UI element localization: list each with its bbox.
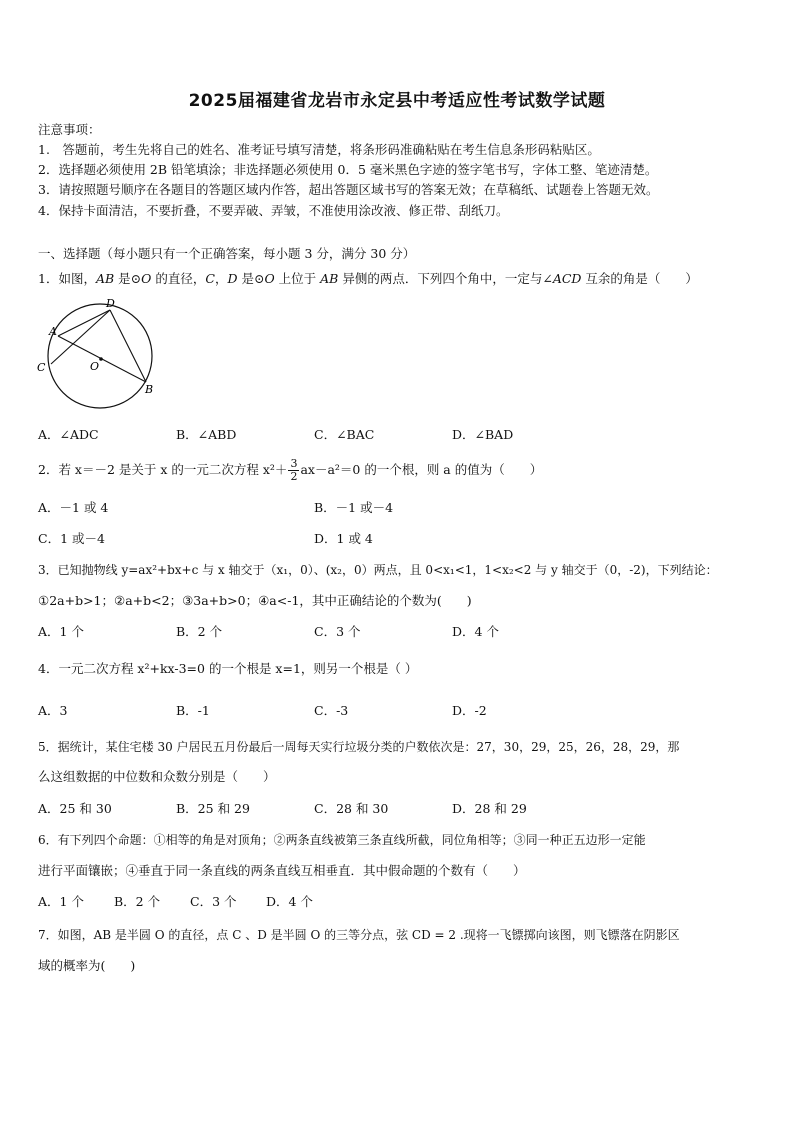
label-a: A bbox=[49, 325, 57, 338]
q1-option-d: D．∠BAD bbox=[452, 427, 514, 442]
q6-option-c: C．3 个 bbox=[190, 894, 237, 909]
q5-option-a: A．25 和 30 bbox=[38, 801, 112, 816]
q2-option-b: B．－1 或－4 bbox=[314, 500, 394, 515]
q2-option-d: D．1 或 4 bbox=[314, 531, 373, 546]
q5-option-b: B．25 和 29 bbox=[176, 801, 250, 816]
q4-option-a: A．3 bbox=[38, 703, 68, 718]
notice-item-1: 1. 答题前，考生先将自己的姓名、准考证号填写清楚，将条形码准确粘贴在考生信息条形码粘贴区。 bbox=[38, 142, 600, 157]
question-2-stem: 2．若 x＝－2 是关于 x 的一元二次方程 x²＋ $\frac{3}{2}$ ax－a²＝0 的一个根，则 a 的值为（ ） bbox=[38, 457, 543, 483]
label-b: B bbox=[145, 383, 154, 396]
q3-option-d: D．4 个 bbox=[452, 624, 499, 639]
q3-option-b: B．2 个 bbox=[176, 624, 223, 639]
question-4-stem: 4．一元二次方程 x²+kx-3=0 的一个根是 x=1，则另一个根是（ ） bbox=[38, 661, 418, 676]
notice-heading: 注意事项： bbox=[38, 122, 101, 137]
question-5-line-1: 5．据统计，某住宅楼 30 户居民五月份最后一周每天实行垃圾分类的户数依次是：27，30，29，25，26，28，29，那 bbox=[38, 740, 680, 754]
label-c: C bbox=[37, 361, 46, 374]
notice-item-4: 4．保持卡面清洁，不要折叠，不要弄破、弄皱，不准使用涂改液、修正带、刮纸刀。 bbox=[38, 203, 509, 218]
section-heading-choice: 一、选择题（每小题只有一个正确答案，每小题 3 分，满分 30 分） bbox=[38, 246, 416, 261]
q1-option-b: B．∠ABD bbox=[176, 427, 237, 442]
notice-item-3: 3．请按照题号顺序在各题目的答题区域内作答，超出答题区域书写的答案无效；在草稿纸、试题卷上答题无效。 bbox=[38, 182, 659, 197]
q4-option-c: C．-3 bbox=[314, 703, 349, 718]
question-3-line-2: ①2a+b>1；②a+b<2；③3a+b>0；④a<-1，其中正确结论的个数为( ) bbox=[38, 593, 472, 608]
label-d: D bbox=[106, 297, 115, 310]
q3-option-a: A．1 个 bbox=[38, 624, 84, 639]
question-7-line-1: 7．如图，AB 是半圆 O 的直径，点 C 、D 是半圆 O 的三等分点，弦 CD = 2 .现将一飞镖掷向该图，则飞镖落在阴影区 bbox=[38, 928, 680, 942]
question-5-line-2: 么这组数据的中位数和众数分别是（ ） bbox=[38, 769, 276, 784]
question-3-line-1: 3．已知抛物线 y=ax²+bx+c 与 x 轴交于（x₁，0）、(x₂，0）两点，且 0<x₁<1，1<x₂<2 与 y 轴交于（0，-2)，下列结论： bbox=[38, 563, 718, 577]
q6-option-b: B．2 个 bbox=[114, 894, 161, 909]
q5-option-c: C．28 和 30 bbox=[314, 801, 389, 816]
q6-option-a: A．1 个 bbox=[38, 894, 84, 909]
label-o: O bbox=[90, 360, 100, 373]
notice-item-2: 2．选择题必须使用 2B 铅笔填涂；非选择题必须使用 0．5 毫米黑色字迹的签字笔书写，字体工整、笔迹清楚。 bbox=[38, 162, 658, 177]
question-7-line-2: 域的概率为( ) bbox=[38, 958, 136, 973]
circle-figure bbox=[30, 290, 170, 410]
q2-option-c: C．1 或－4 bbox=[38, 531, 105, 546]
question-6-line-1: 6．有下列四个命题：①相等的角是对顶角；②两条直线被第三条直线所截，同位角相等；③同一种正五边形一定能 bbox=[38, 833, 646, 847]
q1-option-c: C．∠BAC bbox=[314, 427, 375, 442]
q4-option-b: B．-1 bbox=[176, 703, 210, 718]
q2-option-a: A．－1 或 4 bbox=[38, 500, 109, 515]
q5-option-d: D．28 和 29 bbox=[452, 801, 527, 816]
page-title: 2025届福建省龙岩市永定县中考适应性考试数学试题 bbox=[188, 91, 606, 111]
question-1-stem: 1．如图，AB 是⊙O 的直径，C，D 是⊙O 上位于 AB 异侧的两点．下列四个角中，一定与∠ACD 互余的角是（ ） bbox=[38, 271, 698, 286]
q6-option-d: D．4 个 bbox=[266, 894, 313, 909]
q3-option-c: C．3 个 bbox=[314, 624, 361, 639]
q1-option-a: A．∠ADC bbox=[38, 427, 99, 442]
q4-option-d: D．-2 bbox=[452, 703, 487, 718]
question-6-line-2: 进行平面镶嵌；④垂直于同一条直线的两条直线互相垂直．其中假命题的个数有（ ） bbox=[38, 863, 526, 878]
fraction: $\frac{3}{2}$ bbox=[290, 457, 298, 483]
